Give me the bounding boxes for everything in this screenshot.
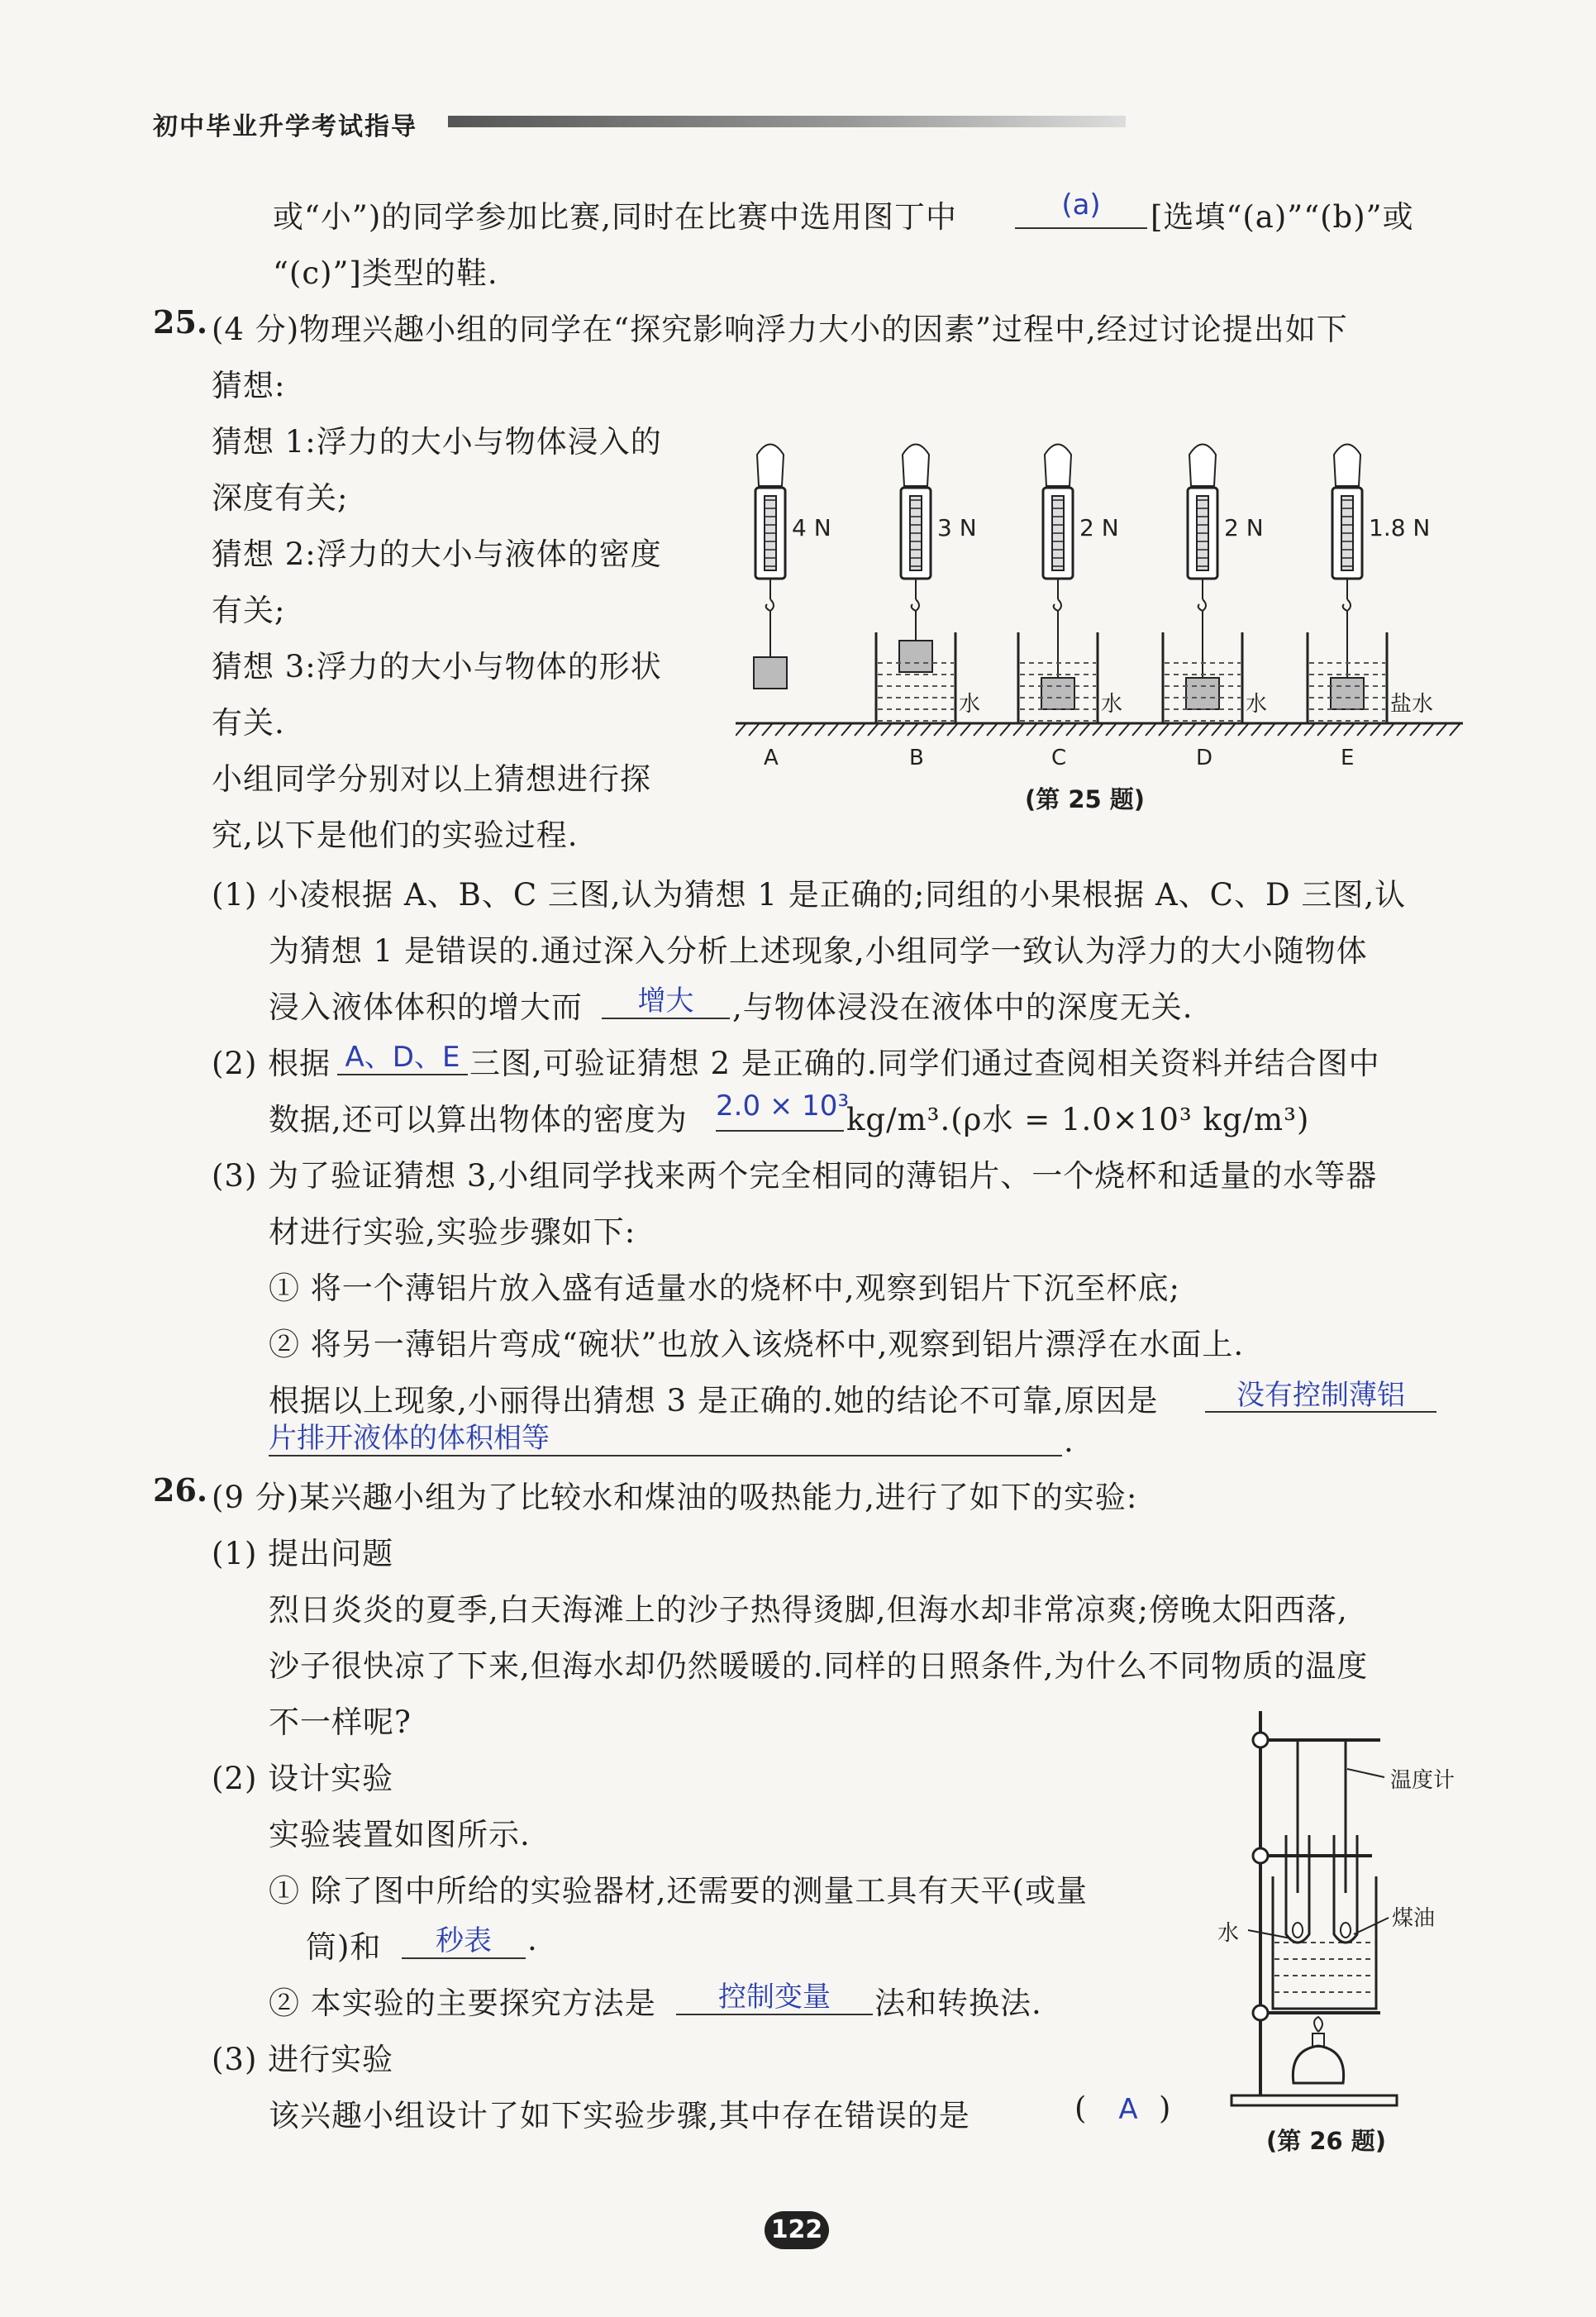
scale-reading: 4 N <box>792 514 831 541</box>
q26-part1-c: 不一样呢? <box>269 1704 412 1740</box>
ground-hatch <box>1450 724 1460 736</box>
scale-reading: 1.8 N <box>1369 514 1431 541</box>
q26-part1-b: 沙子很快凉了下来,但海水却仍然暖暖的.同样的日照条件,为什么不同物质的温度 <box>269 1648 1369 1684</box>
ground-hatch <box>1066 724 1076 736</box>
q25-part3-e: 根据以上现象,小丽得出猜想 3 是正确的.她的结论不可靠,原因是 <box>269 1383 1159 1418</box>
ground-hatch <box>1000 724 1010 736</box>
q25-part1-c-a: 浸入液体体积的增大而 <box>269 989 583 1025</box>
ground-hatch <box>1384 724 1394 736</box>
answer-reason-2: 片排开液体的体积相等 <box>269 1422 550 1455</box>
q26-part1-a: 烈日炎炎的夏季,白天海滩上的沙子热得烫脚,但海水却非常凉爽;傍晚太阳西落, <box>269 1592 1348 1628</box>
paren-left: ( <box>1074 2091 1088 2126</box>
q25-part2-b-a: 数据,还可以算出物体的密度为 <box>269 1102 688 1137</box>
q25-part3-b: 材进行实验,实验步骤如下: <box>269 1214 636 1250</box>
ground-hatch <box>828 724 838 736</box>
answer-figures: A、D、E <box>345 1041 460 1074</box>
q25-step-2: ② 将另一薄铝片弯成“碗状”也放入该烧杯中,观察到铝片漂浮在水面上. <box>269 1327 1245 1362</box>
paren-right: ) <box>1159 2091 1172 2126</box>
alcohol-lamp <box>1293 2046 1343 2083</box>
hand-icon <box>1334 445 1360 487</box>
ground-hatch <box>1278 724 1288 736</box>
hand-icon <box>903 445 929 487</box>
ground-hatch <box>841 724 851 736</box>
ground-hatch <box>894 724 904 736</box>
ground-hatch <box>1040 724 1050 736</box>
ground-hatch <box>1119 724 1129 736</box>
ground-hatch <box>1053 724 1063 736</box>
blank-line <box>716 1130 844 1132</box>
ground-hatch <box>1397 724 1407 736</box>
figure-letter: C <box>1051 746 1067 770</box>
ground-hatch <box>1185 724 1195 736</box>
answer-choice: A <box>1118 2093 1138 2126</box>
q25-stem-2: 猜想: <box>212 368 286 403</box>
q25-part1-b: 为猜想 1 是错误的.通过深入分析上述现象,小组同学一致认为浮力的大小随物体 <box>269 933 1368 969</box>
ground-hatch <box>788 724 798 736</box>
ground-hatch <box>960 724 970 736</box>
figure-letter: B <box>909 746 924 770</box>
hand-icon <box>1189 445 1216 487</box>
q25-stem-1: (4 分)物理兴趣小组的同学在“探究影响浮力大小的因素”过程中,经过讨论提出如下 <box>212 312 1348 347</box>
ground-hatch <box>1370 724 1380 736</box>
q26-part3-a: 该兴趣小组设计了如下实验步骤,其中存在错误的是 <box>269 2098 970 2133</box>
label-water: 水 <box>1217 1921 1240 1946</box>
q25-step-1: ① 将一个薄铝片放入盛有适量水的烧杯中,观察到铝片下沉至杯底; <box>269 1271 1180 1306</box>
ground-hatch <box>1317 724 1327 736</box>
q25-number: 25. <box>153 303 208 341</box>
ground-hatch <box>1436 724 1446 736</box>
running-header: 初中毕业升学考试指导 <box>153 112 417 141</box>
q25-period: . <box>1064 1423 1074 1459</box>
figure-25-caption: (第 25 题) <box>1025 785 1146 813</box>
q25-part2-a-a: (2) 根据 <box>212 1046 331 1081</box>
q26-part3: (3) 进行实验 <box>212 2042 394 2077</box>
cont-line-2: “(c)”]类型的鞋. <box>273 255 498 291</box>
ground-hatch <box>1331 724 1341 736</box>
hook-curve <box>1054 599 1061 611</box>
ground-hatch <box>934 724 944 736</box>
ground-hatch <box>775 724 785 736</box>
ground-hatch <box>1159 724 1169 736</box>
liquid-label: 盐水 <box>1390 692 1434 717</box>
ground-hatch <box>1172 724 1182 736</box>
ground-hatch <box>1106 724 1116 736</box>
q26-part2-a: 实验装置如图所示. <box>269 1817 531 1852</box>
scale-reading: 2 N <box>1224 514 1264 541</box>
metal-block <box>1041 678 1074 709</box>
ground-hatch <box>1251 724 1261 736</box>
liquid-label: 水 <box>1101 692 1123 717</box>
ground-hatch <box>1093 724 1103 736</box>
hook-curve <box>1198 599 1206 611</box>
label-kerosene: 煤油 <box>1392 1906 1436 1931</box>
figure-25-apparatus <box>736 445 1463 771</box>
ground-hatch <box>855 724 865 736</box>
label-thermometer: 温度计 <box>1390 1768 1455 1793</box>
ground-hatch <box>881 724 891 736</box>
group-2: 究,以下是他们的实验过程. <box>212 818 579 853</box>
figure-letter: E <box>1341 746 1355 770</box>
guess-1a: 猜想 1:浮力的大小与物体浸入的 <box>212 424 662 460</box>
liquid-label: 水 <box>959 692 981 717</box>
header-bar <box>448 116 1126 127</box>
hand-icon <box>757 445 784 487</box>
ground-hatch <box>1265 724 1274 736</box>
ground-hatch <box>1198 724 1208 736</box>
ground-hatch <box>1410 724 1420 736</box>
figure-26-caption: (第 26 题) <box>1266 2127 1387 2155</box>
q25-part2-a-b: 三图,可验证猜想 2 是正确的.同学们通过查阅相关资料并结合图中 <box>469 1046 1380 1081</box>
metal-block <box>754 657 787 689</box>
cont-line-1b: [选填“(a)”“(b)”或 <box>1151 199 1414 235</box>
guess-2b: 有关; <box>212 593 286 628</box>
ground-hatch <box>1146 724 1155 736</box>
ground-hatch <box>736 724 746 736</box>
q25-part3-a: (3) 为了验证猜想 3,小组同学找来两个完全相同的薄铝片、一个烧杯和适量的水等器 <box>212 1158 1378 1194</box>
ground-hatch <box>1344 724 1354 736</box>
q25-part1-c-b: ,与物体浸没在液体中的深度无关. <box>732 989 1193 1025</box>
ground-hatch <box>1423 724 1433 736</box>
liquid-label: 水 <box>1246 692 1268 717</box>
ground-hatch <box>815 724 825 736</box>
q26-part2-c-b: . <box>527 1922 538 1957</box>
scale-reading: 3 N <box>937 514 977 541</box>
ground-hatch <box>1079 724 1089 736</box>
ground-hatch <box>921 724 931 736</box>
page-number: 122 <box>765 2211 829 2249</box>
ground-hatch <box>749 724 759 736</box>
ground-hatch <box>1212 724 1222 736</box>
answer-method: 控制变量 <box>718 1981 831 2014</box>
q26-part2-d-b: 法和转换法. <box>874 1986 1042 2021</box>
ground-hatch <box>974 724 984 736</box>
q26-part1: (1) 提出问题 <box>212 1536 394 1571</box>
q25-part2-b-b: kg/m³.(ρ水 = 1.0×10³ kg/m³) <box>846 1102 1310 1137</box>
figure-25 <box>736 438 1463 777</box>
ground-hatch <box>908 724 917 736</box>
guess-3a: 猜想 3:浮力的大小与物体的形状 <box>212 649 662 684</box>
hook-curve <box>766 599 774 611</box>
hand-icon <box>1045 445 1071 487</box>
figure-letter: A <box>764 746 779 770</box>
ground-hatch <box>1238 724 1248 736</box>
guess-3b: 有关. <box>212 705 285 741</box>
figure-letter: D <box>1196 746 1213 770</box>
guess-2a: 猜想 2:浮力的大小与液体的密度 <box>212 536 662 572</box>
answer-stopwatch: 秒表 <box>436 1924 492 1957</box>
q26-stem: (9 分)某兴趣小组为了比较水和煤油的吸热能力,进行了如下的实验: <box>212 1480 1138 1515</box>
ground-hatch <box>1027 724 1036 736</box>
ground-hatch <box>987 724 997 736</box>
guess-1b: 深度有关; <box>212 480 349 516</box>
ground-hatch <box>802 724 812 736</box>
q26-part2-d-a: ② 本实验的主要探究方法是 <box>269 1986 656 2021</box>
answer-density: 2.0 × 10³ <box>716 1089 850 1123</box>
hook-curve <box>912 599 919 611</box>
ground-hatch <box>1357 724 1367 736</box>
ground-hatch <box>762 724 772 736</box>
answer-shoe-type: (a) <box>1061 188 1101 222</box>
ground-hatch <box>1291 724 1301 736</box>
ground-hatch <box>1132 724 1142 736</box>
blank-line <box>1015 227 1147 229</box>
answer-increase: 增大 <box>637 984 694 1018</box>
q25-part1-a: (1) 小凌根据 A、B、C 三图,认为猜想 1 是正确的;同组的小果根据 A、C、D 三图,认 <box>212 877 1407 913</box>
stand-base <box>1232 2095 1397 2105</box>
ground-hatch <box>868 724 878 736</box>
ground-hatch <box>1013 724 1023 736</box>
q26-part2-c-a: 筒)和 <box>306 1929 382 1965</box>
group-1: 小组同学分别对以上猜想进行探 <box>212 761 651 797</box>
metal-block <box>899 641 932 672</box>
ground-hatch <box>1304 724 1314 736</box>
ground-hatch <box>947 724 957 736</box>
metal-block <box>1331 678 1364 709</box>
metal-block <box>1186 678 1219 709</box>
scale-reading: 2 N <box>1079 514 1119 541</box>
hook-curve <box>1343 599 1351 611</box>
q26-part2-b: ① 除了图中所给的实验器材,还需要的测量工具有天平(或量 <box>269 1873 1088 1909</box>
cont-line-1a: 或“小”)的同学参加比赛,同时在比赛中选用图丁中 <box>273 199 958 235</box>
q26-part2: (2) 设计实验 <box>212 1761 394 1796</box>
q26-number: 26. <box>153 1471 208 1509</box>
ground-hatch <box>1225 724 1235 736</box>
answer-reason-1: 没有控制薄铝 <box>1236 1379 1405 1412</box>
